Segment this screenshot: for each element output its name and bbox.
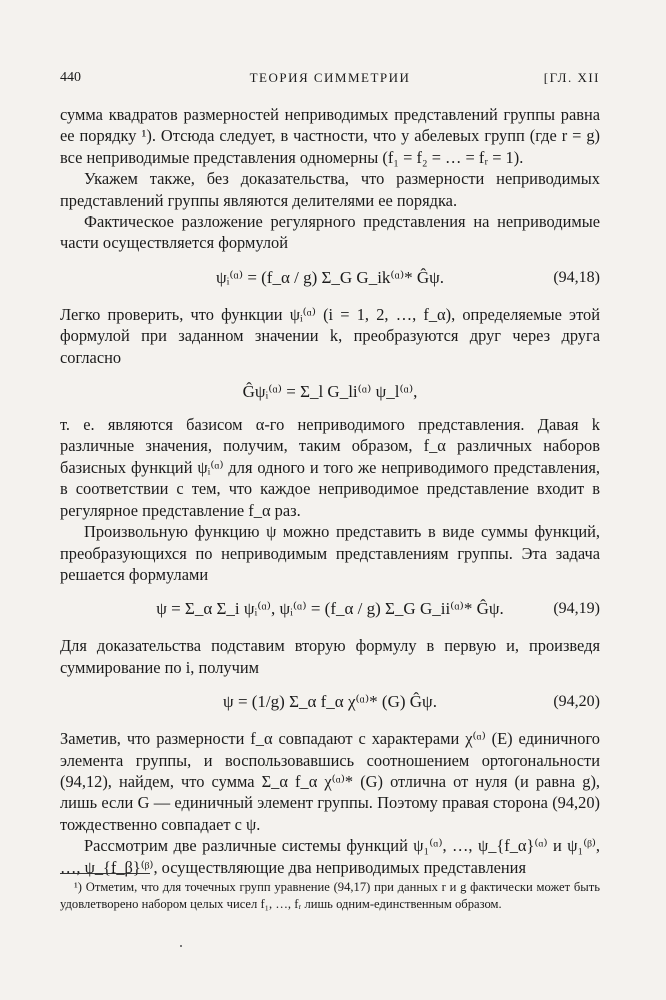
paragraph-6: Произвольную функцию ψ можно представить в виде суммы функций, преобразующихся по неприводимым представлениям группы. Эта задача решается формулами — [60, 522, 600, 584]
equation-number: (94,20) — [553, 693, 600, 711]
equation-94-18 — [60, 257, 600, 301]
footnote-text: ¹) Отметим, что для точечных групп уравнение (94,17) при данных r и g фактически может быть удовлетворено набором целых чисел f₁, …, fᵣ лишь одним-единственным образом. — [60, 880, 600, 911]
paragraph-9: Рассмотрим две различные системы функций ψ₁⁽ᵅ⁾, …, ψ_{f_α}⁽ᵅ⁾ и ψ₁⁽ᵝ⁾, …, ψ_{f_β}⁽ᵝ⁾, осуществляющие два неприводимых представления — [60, 836, 600, 877]
equation-transform — [60, 371, 600, 411]
equation-formula: ψ = Σ_α Σ_i ψᵢ⁽ᵅ⁾, ψᵢ⁽ᵅ⁾ = (f_α / g) Σ_G G_ii⁽ᵅ⁾* Ĝψ. — [156, 599, 504, 619]
equation-94-19 — [60, 588, 600, 632]
equation-number: (94,18) — [553, 268, 600, 286]
paragraph-1: сумма квадратов размерностей неприводимых представлений группы равна ее порядку ¹). Отсюда следует, в частности, что у абелевых групп (где r = g) все неприводимые представления одномерны (f₁ = f₂ = … = fᵣ = 1). — [60, 105, 600, 167]
paragraph-5: т. е. являются базисом α-го неприводимого представления. Давая k различные значения, получим, таким образом, f_α различных наборов базисных функций ψᵢ⁽ᵅ⁾ для одного и того же неприводимого представления, в соответствии с тем, что каждое неприводимое представление входит в регулярное представление f_α раз. — [60, 415, 600, 520]
main-text — [60, 104, 600, 878]
chapter-label: [ГЛ. XII — [543, 70, 600, 85]
paragraph-3: Фактическое разложение регулярного представления на неприводимые части осуществляется формулой — [60, 212, 600, 253]
paragraph-8: Заметив, что размерности f_α совпадают с характерами χ⁽ᵅ⁾ (E) единичного элемента группы, и воспользовавшись соотношением ортогональности (94,12), найдем, что сумма Σ_α f_α χ⁽ᵅ⁾* (G) отлична от нуля (и равна g), лишь если G — единичный элемент группы. Поэтому правая сторона (94,20) тождественно совпадает с ψ. — [60, 729, 600, 834]
page-number: 440 — [60, 70, 81, 85]
print-speck — [180, 945, 182, 947]
running-title: ТЕОРИЯ СИММЕТРИИ — [249, 70, 411, 85]
book-page — [60, 0, 600, 1000]
equation-formula: ψ = (1/g) Σ_α f_α χ⁽ᵅ⁾* (G) Ĝψ. — [223, 692, 437, 712]
equation-94-20 — [60, 681, 600, 725]
running-header — [60, 70, 600, 90]
equation-formula: Ĝψᵢ⁽ᵅ⁾ = Σ_l G_li⁽ᵅ⁾ ψ_l⁽ᵅ⁾, — [242, 382, 418, 402]
footnote — [60, 879, 600, 912]
paragraph-7: Для доказательства подставим вторую формулу в первую и, произведя суммирование по i, получим — [60, 636, 600, 677]
equation-number: (94,19) — [553, 600, 600, 618]
paragraph-4: Легко проверить, что функции ψᵢ⁽ᵅ⁾ (i = 1, 2, …, f_α), определяемые этой формулой при заданном значении k, преобразуются друг через друга согласно — [60, 304, 600, 367]
paragraph-2: Укажем также, без доказательства, что размерности неприводимых представлений группы являются делителями ее порядка. — [60, 169, 600, 210]
equation-formula: ψᵢ⁽ᵅ⁾ = (f_α / g) Σ_G G_ik⁽ᵅ⁾* Ĝψ. — [215, 267, 445, 287]
footnote-rule — [60, 873, 150, 874]
